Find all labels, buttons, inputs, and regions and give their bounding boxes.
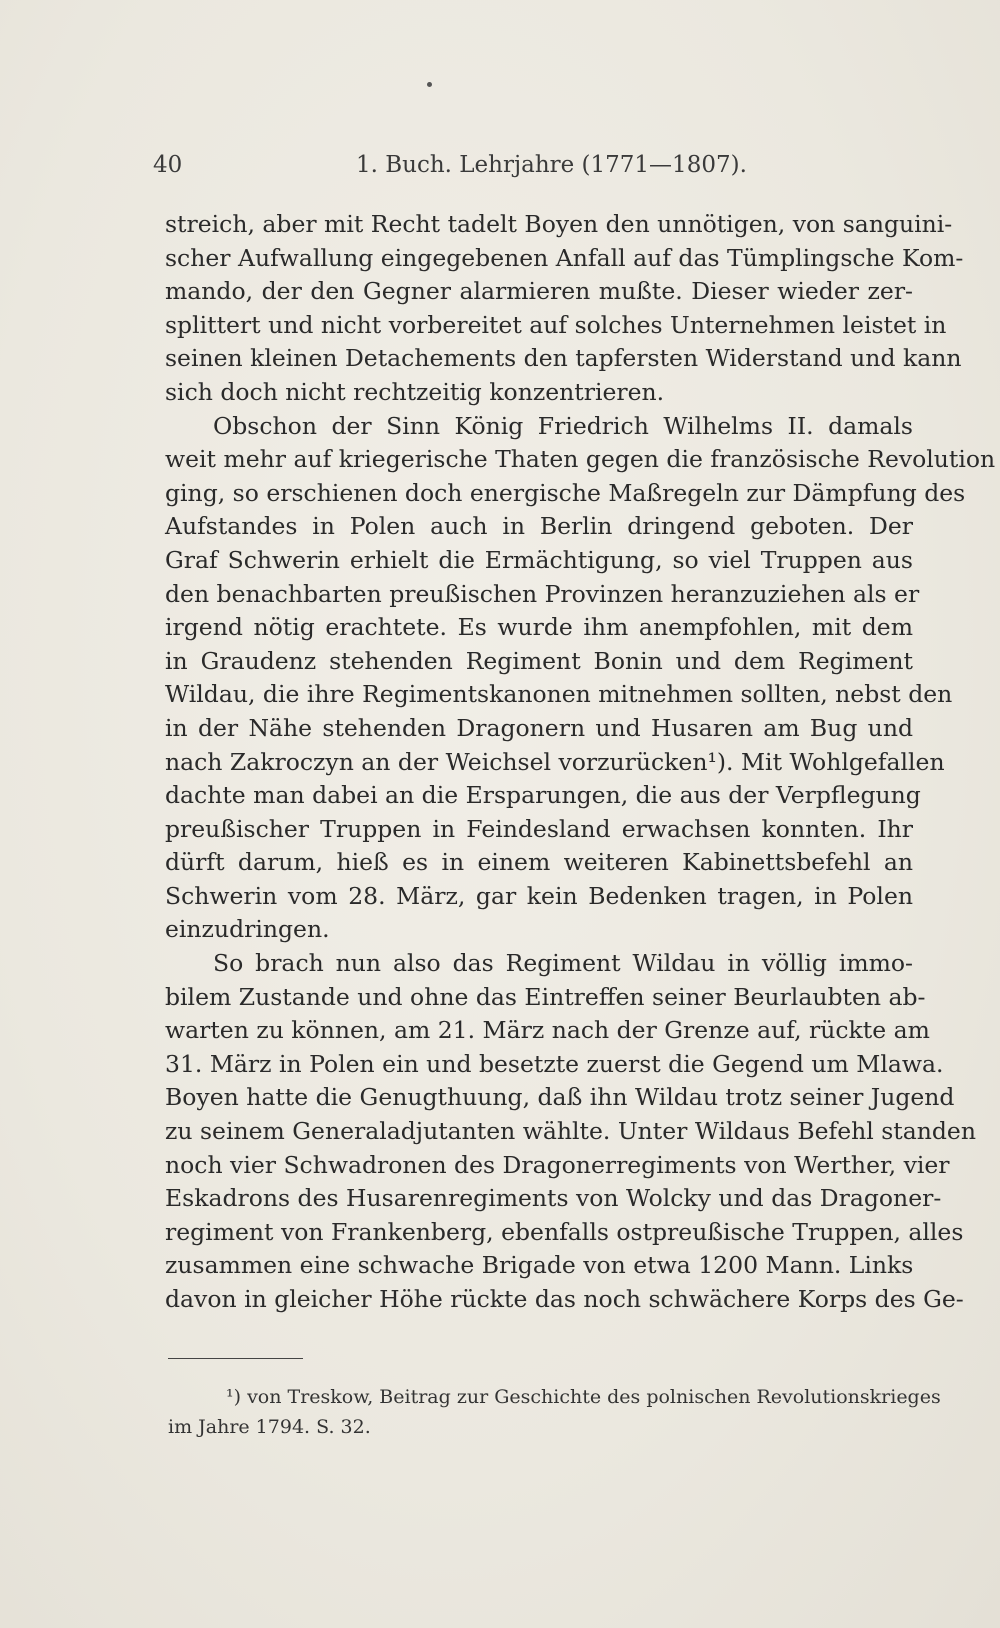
text-line: Schwerin vom 28. März, gar kein Bedenken tragen, in Polen [165, 881, 913, 910]
text-line: splittert und nicht vorbereitet auf solches Unternehmen leistet in [165, 310, 947, 339]
footnote [168, 1382, 941, 1442]
running-head: 1. Buch. Lehrjahre (1771—1807). [356, 152, 747, 178]
page-number: 40 [153, 152, 183, 178]
text-line: bilem Zustande und ohne das Eintreffen seiner Beurlaubten ab- [165, 982, 926, 1011]
text-line: seinen kleinen Detachements den tapfersten Widerstand und kann [165, 344, 962, 373]
text-line: warten zu können, am 21. März nach der Grenze auf, rückte am [165, 1016, 930, 1045]
text-line: in Graudenz stehenden Regiment Bonin und dem Regiment [165, 646, 913, 675]
text-line: Aufstandes in Polen auch in Berlin dringend geboten. Der [165, 512, 913, 541]
footnote-line: ¹) von Treskow, Beitrag zur Geschichte des polnischen Revolutionskrieges [226, 1386, 941, 1408]
text-line: davon in gleicher Höhe rückte das noch schwächere Korps des Ge- [165, 1285, 964, 1313]
text-line: in der Nähe stehenden Dragonern und Husaren am Bug und [165, 713, 913, 742]
text-line: weit mehr auf kriegerische Thaten gegen die französische Revolution [165, 445, 996, 474]
page-header [153, 152, 913, 186]
text-line: Graf Schwerin erhielt die Ermächtigung, so viel Truppen aus [165, 545, 913, 574]
body-text [165, 208, 996, 1317]
footnote-line: im Jahre 1794. S. 32. [168, 1416, 371, 1438]
text-line: einzudringen. [165, 915, 330, 944]
text-line: mando, der den Gegner alarmieren mußte. Dieser wieder zer- [165, 277, 913, 306]
text-line: nach Zakroczyn an der Weichsel vorzurücken¹). Mit Wohlgefallen [165, 747, 945, 776]
text-line: dachte man dabei an die Ersparungen, die aus der Verpflegung [165, 781, 921, 810]
text-line: scher Aufwallung eingegebenen Anfall auf das Tümplingsche Kom- [165, 243, 964, 272]
text-line: ging, so erschienen doch energische Maßregeln zur Dämpfung des [165, 478, 966, 507]
text-line: Wildau, die ihre Regimentskanonen mitnehmen sollten, nebst den [165, 680, 953, 709]
text-line: Boyen hatte die Genugthuung, daß ihn Wildau trotz seiner Jugend [165, 1083, 955, 1112]
text-line: 31. März in Polen ein und besetzte zuerst die Gegend um Mlawa. [165, 1049, 944, 1078]
text-line: zusammen eine schwache Brigade von etwa 1200 Mann. Links [165, 1251, 914, 1280]
footnote-rule [168, 1358, 303, 1359]
text-line: streich, aber mit Recht tadelt Boyen den unnötigen, von sanguini- [165, 210, 953, 238]
text-line: noch vier Schwadronen des Dragonerregiments von Werther, vier [165, 1150, 950, 1179]
text-line: So brach nun also das Regiment Wildau in völlig immo- [213, 949, 913, 978]
text-line: Eskadrons des Husarenregiments von Wolcky und das Dragoner- [165, 1184, 942, 1213]
text-line: sich doch nicht rechtzeitig konzentrieren. [165, 377, 665, 406]
ink-speck [427, 82, 432, 87]
text-line: regiment von Frankenberg, ebenfalls ostpreußische Truppen, alles [165, 1217, 964, 1246]
text-line: Obschon der Sinn König Friedrich Wilhelms II. damals [213, 411, 913, 440]
text-line: preußischer Truppen in Feindesland erwachsen konnten. Ihr [165, 814, 913, 843]
text-line: zu seinem Generaladjutanten wählte. Unter Wildaus Befehl standen [165, 1117, 976, 1146]
text-line: dürft darum, hieß es in einem weiteren Kabinettsbefehl an [165, 848, 913, 877]
text-line: den benachbarten preußischen Provinzen heranzuziehen als er [165, 579, 920, 608]
text-line: irgend nötig erachtete. Es wurde ihm anempfohlen, mit dem [165, 613, 913, 642]
